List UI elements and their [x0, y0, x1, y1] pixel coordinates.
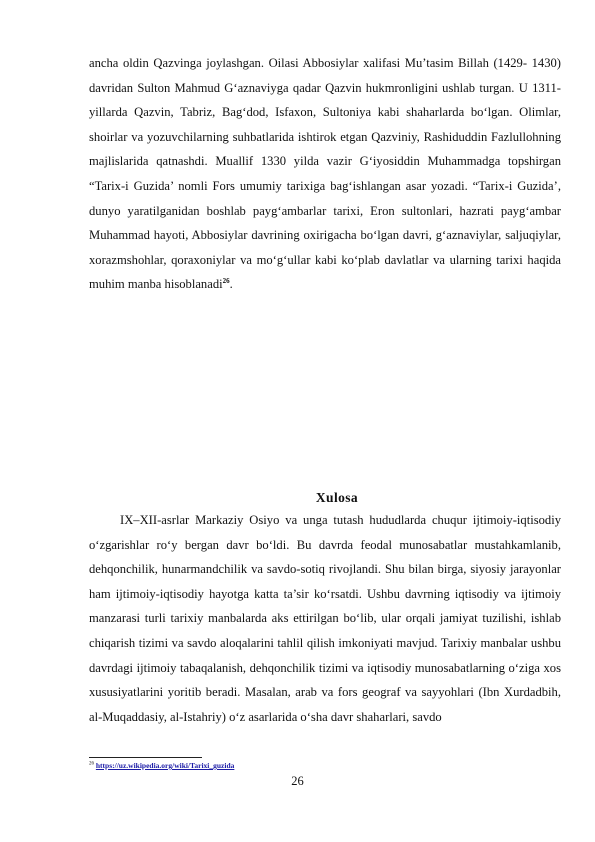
- page-number: 26: [291, 774, 304, 788]
- footnote-reference[interactable]: 26: [222, 277, 230, 286]
- footnote-divider: [89, 757, 202, 758]
- footnote: [89, 761, 234, 771]
- paragraph-conclusion: IX–XII-asrlar Markaziy Osiyo va unga tutash hududlarda chuqur ijtimoiy-iqtisodiy o‘zgarishlar ro‘y bergan davr bo‘ldi. Bu davrda feodal munosabatlar mustahkamlanib, dehqonchilik, hunarmandchilik va savdo-sotiq rivojlandi. Shu bilan birga, siyosiy jarayonlar ham ijtimoiy-iqtisodiy hayotga katta ta’sir ko‘rsatdi. Ushbu davrning iqtisodiy va ijtimoiy manzarasi turli tarixiy manbalarda aks ettirilgan bo‘lib, ular orqali jamiyat tuzilishi, ishlab chiqarish tizimi va savdo aloqalarini tahlil qilish imkoniyati mavjud. Tarixiy manbalar ushbu davrdagi ijtimoiy tabaqalanish, dehqonchilik tizimi va iqtisodiy munosabatlarning o‘ziga xos xususiyatlarini yoritib beradi. Masalan, arab va fors geograf va sayyohlari (Ibn Xurdadbih, al-Muqaddasiy, al-Istahriy) o‘z asarlarida o‘sha davr shaharlari, savdo: [89, 513, 561, 724]
- paragraph-tarix-i-guzida: [89, 51, 561, 297]
- footnote-link[interactable]: https://uz.wikipedia.org/wiki/Tarixi_guzida: [95, 761, 235, 770]
- paragraph-text: ancha oldin Qazvinga joylashgan. Oilasi Abbosiylar xalifasi Mu’tasim Billah (1429- 1430) davridan Sulton Mahmud G‘aznaviyga qadar Qazvin hukmronligini ushlab turgan. U 1311-yillarda Qazvin, Tabriz, Bag‘dod, Isfaxon, Sultoniya kabi shaharlarda bo‘lgan. Olimlar, shoirlar va yozuvchilarning suhbatlarida ishtirok etgan Qazviniy, Rashiduddin Fazlullohning majlislarida qatnashdi. Muallif 1330 yilda vazir G‘iyosiddin Muhammadga topshirgan “Tarix-i Guzida’ nomli Fors umumiy tarixiga bag‘ishlangan asar yozadi. “Tarix-i Guzida’, dunyo yaratilganidan boshlab payg‘ambarlar tarixi, Eron sultonlari, hazrati payg‘ambar Muhammad hayoti, Abbosiylar davrining oxirigacha bo‘lgan davri, g‘aznaviylar, saljuqiylar, xorazmshohlar, qoraxoniylar va mo‘g‘ullar kabi ko‘plab davlatlar va ularning tarixi haqida muhim manba hisoblanadi: [89, 56, 561, 292]
- section-heading-xulosa: Xulosa: [315, 490, 359, 505]
- body-text-conclusion: [89, 508, 561, 729]
- paragraph-end-punctuation: .: [229, 277, 233, 292]
- body-text-top: [89, 51, 561, 297]
- footnote-number: 26: [89, 761, 94, 767]
